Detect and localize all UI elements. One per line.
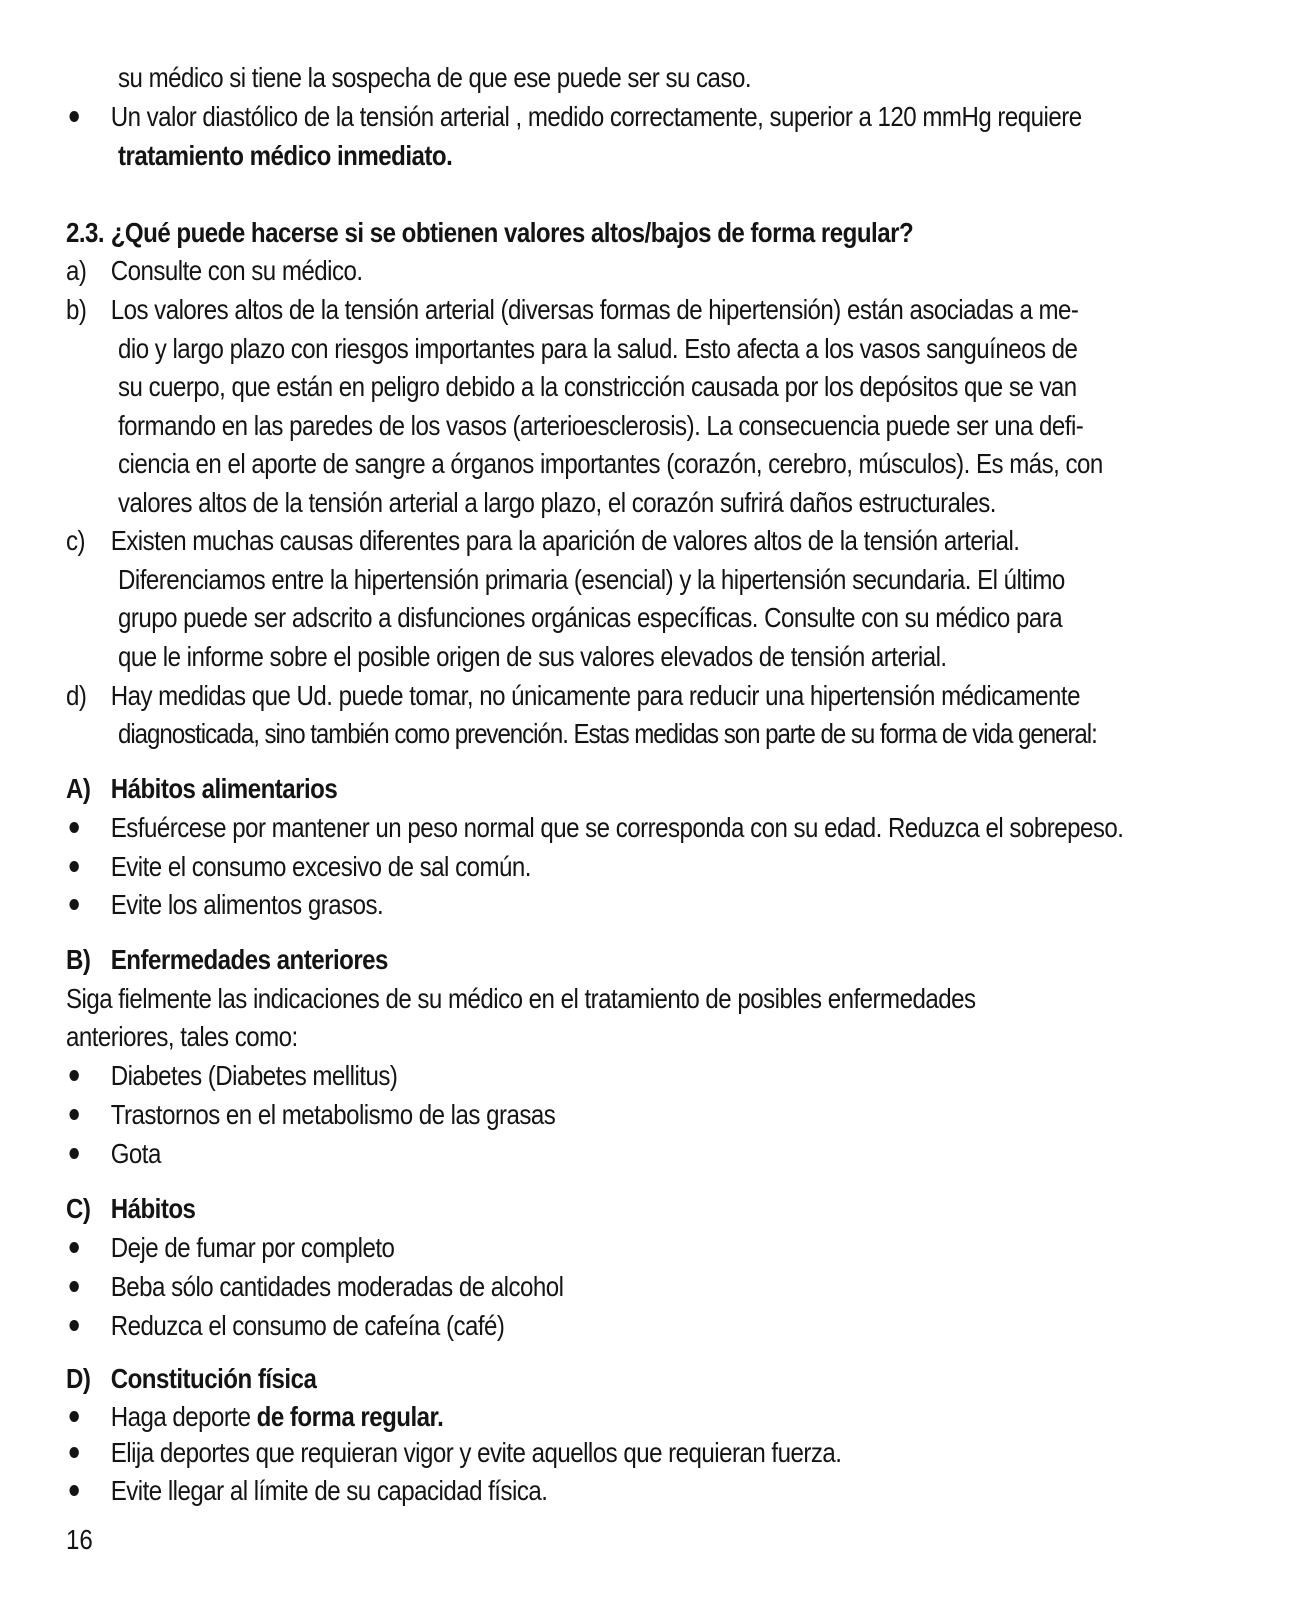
- section-number: 2.3.: [66, 217, 105, 248]
- subsection-heading-d: [66, 1359, 1072, 1399]
- bullet-icon: [69, 1447, 78, 1458]
- bullet-icon: [69, 1070, 78, 1081]
- bullet-icon: [69, 1242, 78, 1253]
- list-item-b: [66, 290, 1079, 330]
- bullet-text: Esfuércese por mantener un peso normal que se corresponda con su edad. Reduzca el sobrepeso.: [110, 812, 1124, 843]
- bullet-text: Beba sólo cantidades moderadas de alcohol: [110, 1271, 564, 1302]
- subsection-heading-c: [66, 1189, 1072, 1229]
- bullet-text: Evite llegar al límite de su capacidad física.: [110, 1475, 548, 1506]
- paragraph-line: Siga fielmente las indicaciones de su médico en el tratamiento de posibles enfermedades: [66, 983, 976, 1014]
- bullet-icon: [69, 1148, 78, 1159]
- bullet-text: Evite el consumo excesivo de sal común.: [110, 851, 531, 882]
- list-item: [66, 1471, 1072, 1511]
- section-title: ¿Qué puede hacerse si se obtienen valores altos/bajos de forma regular?: [110, 217, 914, 248]
- subsection-title: Hábitos: [110, 1193, 196, 1224]
- item-text-line: Diferenciamos entre la hipertensión primaria (esencial) y la hipertensión secundaria. El último: [118, 564, 1065, 595]
- item-text: Consulte con su médico.: [110, 255, 363, 286]
- list-item: [66, 1134, 1072, 1174]
- item-text-line: formando en las paredes de los vasos (arterioesclerosis). La consecuencia puede ser una defi-: [118, 410, 1084, 441]
- bullet-icon: [69, 1281, 78, 1292]
- list-item: [66, 1095, 1072, 1135]
- item-text: Hay medidas que Ud. puede tomar, no únicamente para reducir una hipertensión médicamente: [110, 680, 1080, 711]
- subsection-marker: B): [66, 944, 91, 975]
- list-item: [66, 1397, 1072, 1437]
- subsection-title: Enfermedades anteriores: [110, 944, 388, 975]
- item-text: Existen muchas causas diferentes para la aparición de valores altos de la tensión arterial.: [110, 525, 1020, 556]
- item-text-line: que le informe sobre el posible origen de sus valores elevados de tensión arterial.: [118, 641, 947, 672]
- item-marker: a): [66, 255, 87, 286]
- list-item: [66, 847, 1072, 887]
- list-item: [66, 1306, 1072, 1346]
- bullet-icon: [69, 1320, 78, 1331]
- item-text: Los valores altos de la tensión arterial (diversas formas de hipertensión) están asociadas a me-: [110, 294, 1079, 325]
- intro-bold-text: tratamiento médico inmediato.: [118, 140, 453, 171]
- page-number: 16: [66, 1524, 93, 1555]
- list-item-a: [66, 251, 1072, 291]
- list-item: [66, 808, 1124, 848]
- item-text-line: ciencia en el aporte de sangre a órganos importantes (corazón, cerebro, músculos). Es más, con: [118, 448, 1103, 479]
- subsection-title: Constitución física: [110, 1363, 317, 1394]
- bullet-text: Deje de fumar por completo: [110, 1232, 395, 1263]
- item-text-line: diagnosticada, sino también como prevención. Estas medidas son parte de su forma de vida general:: [118, 718, 1097, 749]
- paragraph-line: anteriores, tales como:: [66, 1021, 298, 1052]
- bullet-text: Un valor diastólico de la tensión arterial , medido correctamente, superior a 120 mmHg requiere: [110, 101, 1082, 132]
- item-marker: c): [66, 525, 86, 556]
- bullet-text: Reduzca el consumo de cafeína (café): [110, 1310, 505, 1341]
- item-marker: d): [66, 680, 87, 711]
- list-item: [66, 1267, 1072, 1307]
- bullet-text: Trastornos en el metabolismo de las grasas: [110, 1099, 556, 1130]
- bullet-icon: [69, 1109, 78, 1120]
- bullet-text: Gota: [110, 1138, 161, 1169]
- list-item: [66, 97, 1082, 137]
- subsection-marker: D): [66, 1363, 91, 1394]
- list-item: [66, 1056, 1072, 1096]
- bullet-icon: [69, 111, 78, 122]
- list-item: [66, 1433, 1072, 1473]
- bullet-icon: [69, 899, 78, 910]
- item-text-line: valores altos de la tensión arterial a largo plazo, el corazón sufrirá daños estructurales.: [118, 487, 996, 518]
- bullet-text-bold: de forma regular.: [256, 1401, 444, 1432]
- bullet-text: Elija deportes que requieran vigor y evite aquellos que requieran fuerza.: [110, 1437, 842, 1468]
- list-item: [66, 885, 1072, 925]
- subsection-title: Hábitos alimentarios: [110, 773, 338, 804]
- bullet-icon: [69, 1485, 78, 1496]
- bullet-text: [111, 1397, 444, 1437]
- bullet-icon: [69, 822, 78, 833]
- item-marker: b): [66, 294, 87, 325]
- subsection-heading-a: [66, 769, 1072, 809]
- intro-continuation: su médico si tiene la sospecha de que ese puede ser su caso.: [118, 62, 752, 93]
- list-item: [66, 1228, 1072, 1268]
- bullet-text: Evite los alimentos grasos.: [110, 889, 384, 920]
- list-item-d: [66, 676, 1080, 716]
- subsection-heading-b: [66, 940, 1072, 980]
- item-text-line: su cuerpo, que están en peligro debido a la constricción causada por los depósitos que se van: [118, 371, 1077, 402]
- section-heading: [66, 213, 1072, 253]
- list-item-c: [66, 521, 1072, 561]
- bullet-icon: [69, 861, 78, 872]
- bullet-icon: [69, 1411, 78, 1422]
- subsection-marker: C): [66, 1193, 91, 1224]
- item-text-line: dio y largo plazo con riesgos importantes para la salud. Esto afecta a los vasos sanguíneos de: [118, 333, 1078, 364]
- bullet-text: Diabetes (Diabetes mellitus): [110, 1060, 398, 1091]
- subsection-marker: A): [66, 773, 91, 804]
- bullet-text-normal: Haga deporte: [110, 1401, 257, 1432]
- item-text-line: grupo puede ser adscrito a disfunciones orgánicas específicas. Consulte con su médico para: [118, 602, 1063, 633]
